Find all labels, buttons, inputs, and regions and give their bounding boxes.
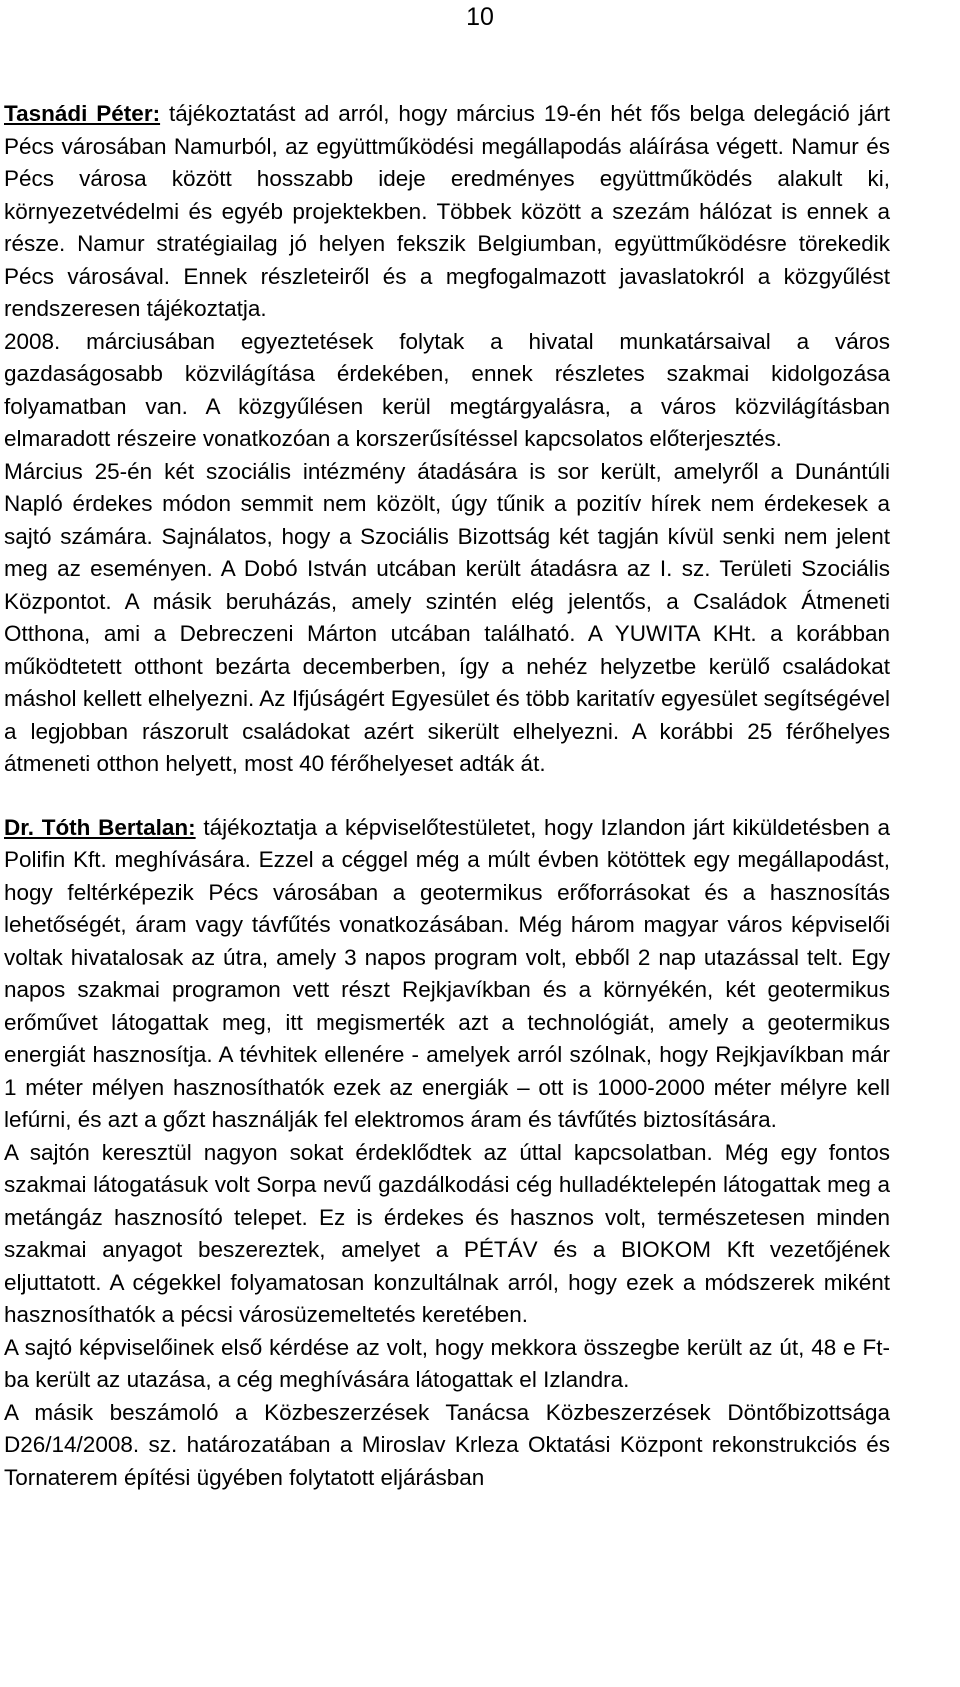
document-body bbox=[4, 98, 890, 1494]
paragraph-procurement-report: A másik beszámoló a Közbeszerzések Tanácsa Közbeszerzések Döntőbizottsága D26/14/2008. sz. határozatában a Miroslav Krleza Oktatási Központ rekonstrukciós és Tornaterem építési ügyében folytatott eljárásban bbox=[4, 1399, 890, 1490]
paragraph-text: tájékoztatja a képviselőtestületet, hogy Izlandon járt kiküldetésben a Polifin Kft. meghívására. Ezzel a céggel még a múlt évben kötöttek egy megállapodást, hogy feltérképezik Pécs városában a geotermikus erőforrásokat és a hasznosítás lehetőségét, áram vagy távfűtés vonatkozásában. Még három magyar város képviselői voltak hivatalosak az útra, amely 3 napos program volt, ebből 2 nap utazással telt. Egy napos szakmai programon vett részt Rejkjavíkban és a környékén, két geotermikus erőművet látogattak meg, itt megismerték azt a technológiát, amely a geotermikus energiát hasznosítja. A tévhitek ellenére - amelyek arról szólnak, hogy Rejkjavíkban már 1 méter mélyen hasznosíthatók ezek az energiák – ott is 1000-2000 méter mélyre kell lefúrni, és azt a gőzt használják fel elektromos áram és távfűtés biztosítására. bbox=[4, 814, 890, 1132]
paragraph-text: tájékoztatást ad arról, hogy március 19-én hét fős belga delegáció járt Pécs városában Namurból, az együttműködési megállapodás aláírása végett. Namur és Pécs városa között hosszabb ideje eredményes együttműködés alakult ki, környezetvédelmi és egyéb projektekben. Többek között a szezám hálózat is ennek a része. Namur stratégiailag jó helyen fekszik Belgiumban, együttműködésre törekedik Pécs városával. Ennek részleteiről és a megfogalmazott javaslatokról a közgyűlést rendszeresen tájékoztatja. bbox=[4, 101, 890, 321]
section-gap bbox=[4, 781, 890, 812]
paragraph-toth-intro bbox=[4, 812, 890, 1137]
page-number: 10 bbox=[466, 3, 494, 31]
paragraph-press-question: A sajtó képviselőinek első kérdése az volt, hogy mekkora összegbe került az út, 48 e Ft-ba került az utazása, a cég meghívására látogattak el Izlandra. bbox=[4, 1334, 890, 1392]
paragraph-tasnadi-intro bbox=[4, 98, 890, 326]
paragraph-social-institutions: Március 25-én két szociális intézmény átadására is sor került, amelyről a Dunántúli Napló érdekes módon semmit nem közölt, úgy tűnik a pozitív hírek nem érdekesek a sajtó számára. Sajnálatos, hogy a Szociális Bizottság két tagján kívül senki nem jelent meg az eseményen. A Dobó István utcában került átadásra az I. sz. Területi Szociális Központot. A másik beruházás, amely szintén elég jelentős, a Családok Átmeneti Otthona, ami a Debreczeni Márton utcában található. A YUWITA KHt. a korábban működtetett otthont bezárta decemberben, így a nehéz helyzetbe kerülő családokat máshol kellett elhelyezni. Az Ifjúságért Egyesület és több karitatív egyesület segítségével a legjobban rászorult családokat azért sikerült elhelyezni. A korábbi 25 férőhelyes átmeneti otthon helyett, most 40 férőhelyeset adták át. bbox=[4, 458, 890, 776]
speaker-name: Tasnádi Péter: bbox=[4, 101, 161, 126]
speaker-name: Dr. Tóth Bertalan: bbox=[4, 814, 196, 840]
paragraph-street-lighting: 2008. márciusában egyeztetések folytak a hivatal munkatársaival a város gazdaságosabb közvilágítása érdekében, ennek részletes szakmai kidolgozása folyamatban van. A közgyűlésen kerül megtárgyalásra, a város közvilágításban elmaradott részeire vonatkozóan a korszerűsítéssel kapcsolatos előterjesztés. bbox=[4, 328, 890, 451]
paragraph-press-interest: A sajtón keresztül nagyon sokat érdeklődtek az úttal kapcsolatban. Még egy fontos szakmai látogatásuk volt Sorpa nevű gazdálkodási cég hulladéktelepén látogattak meg a metángáz hasznosító telepet. Ez is érdekes és hasznos volt, természetesen minden szakmai anyagot beszereztek, amelyet a PÉTÁV és a BIOKOM Kft vezetőjének eljuttatott. A cégekkel folyamatosan konzultálnak arról, hogy ezek a módszerek miként hasznosíthatók a pécsi városüzemeltetés keretében. bbox=[4, 1139, 890, 1327]
